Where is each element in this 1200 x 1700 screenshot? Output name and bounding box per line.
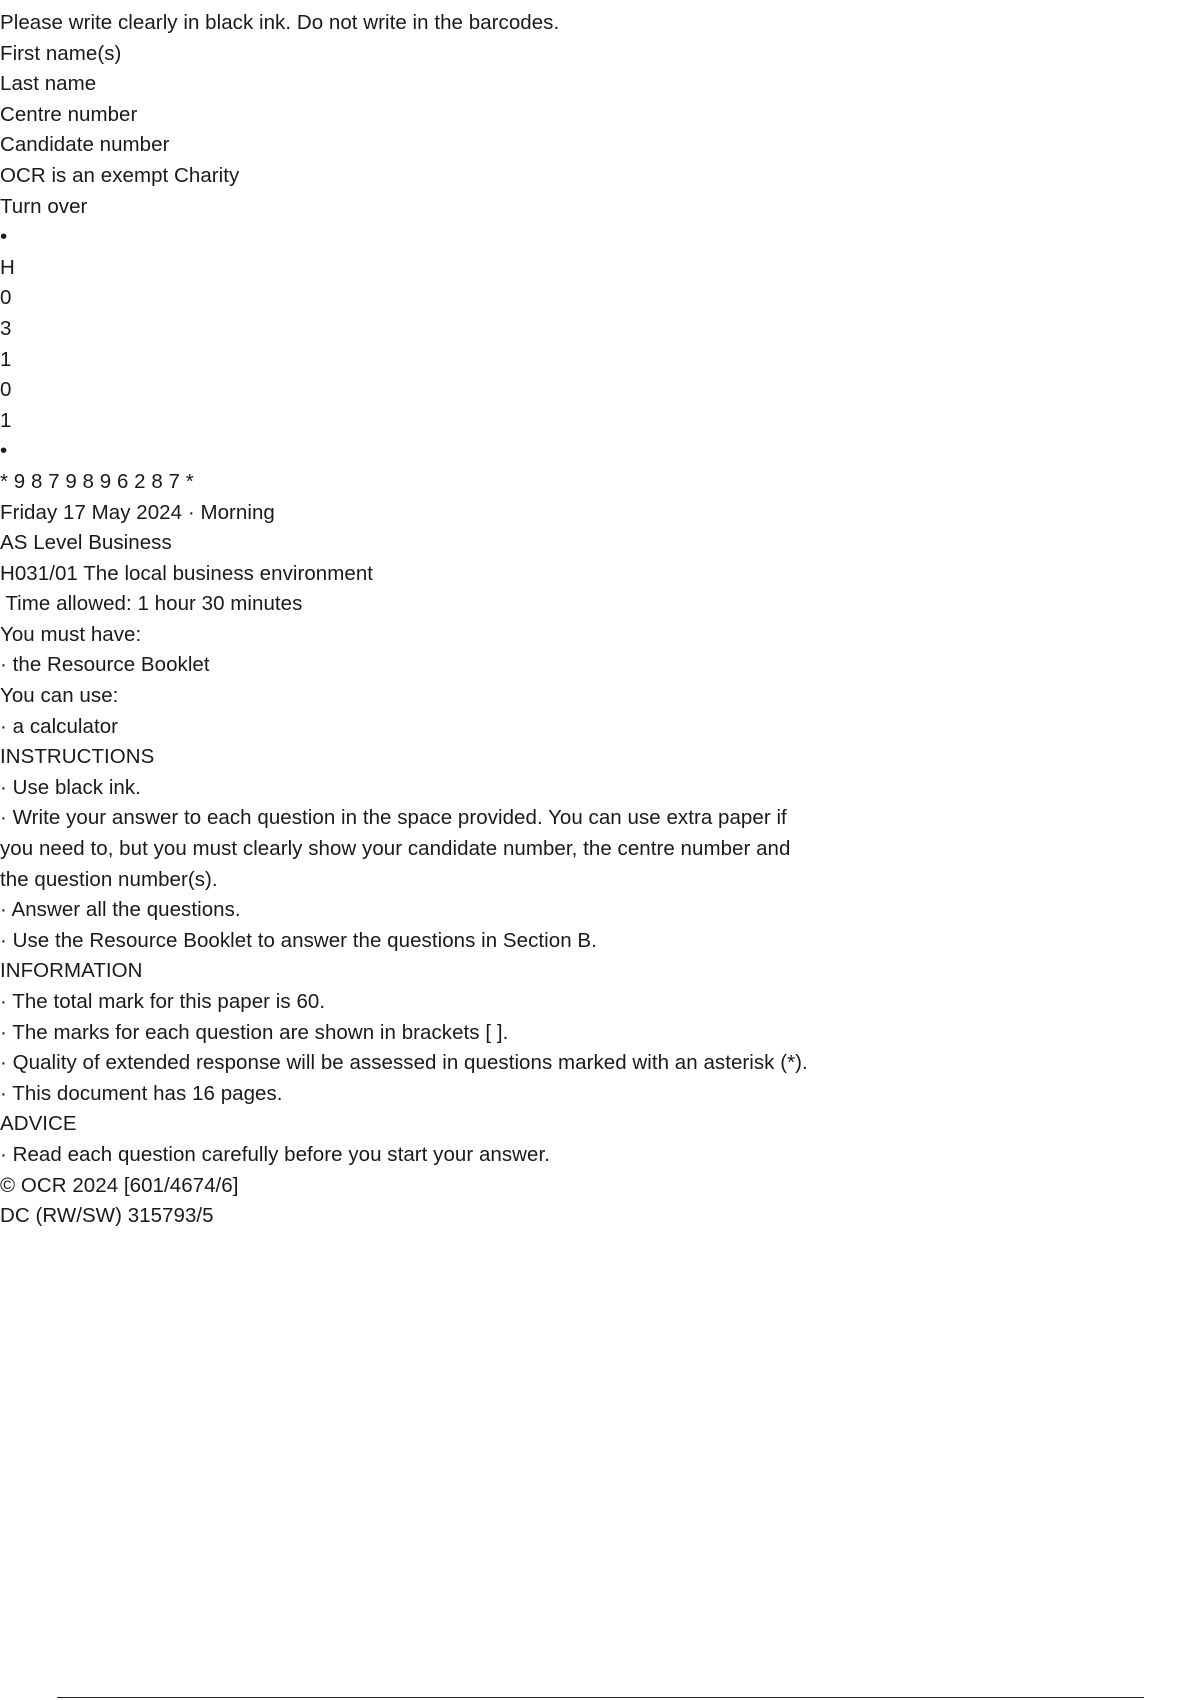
barcode-number: * 9 8 7 9 8 9 6 2 8 7 * <box>0 469 194 493</box>
exam-cover-text <box>0 8 1150 1232</box>
paper-code-char: 3 <box>0 316 12 340</box>
instruction-item: · Use black ink. <box>0 775 141 799</box>
footer-divider <box>57 1697 1144 1698</box>
label-centre-number: Centre number <box>0 102 138 126</box>
paper-code-char: 0 <box>0 378 12 402</box>
can-use-heading: You can use: <box>0 684 119 708</box>
can-use-item: · a calculator <box>0 714 119 738</box>
information-item: · This document has 16 pages. <box>0 1081 283 1105</box>
paper-code-char: 0 <box>0 286 12 310</box>
information-heading: INFORMATION <box>0 959 143 983</box>
information-item: · The marks for each question are shown in brackets [ ]. <box>0 1020 509 1044</box>
label-candidate-number: Candidate number <box>0 133 170 157</box>
instruction-item: · Write your answer to each question in the space provided. You can use extra paper if <box>0 806 787 830</box>
instructions-heading: INSTRUCTIONS <box>0 745 155 769</box>
instruction-item-continued: the question number(s). <box>0 867 218 891</box>
label-last-name: Last name <box>0 72 97 96</box>
barcode-start-marker: • <box>0 225 8 249</box>
advice-heading: ADVICE <box>0 1112 77 1136</box>
paper-title: H031/01 The local business environment <box>0 561 374 585</box>
instruction-item: · Use the Resource Booklet to answer the questions in Section B. <box>0 928 597 952</box>
document-code: DC (RW/SW) 315793/5 <box>0 1204 214 1228</box>
barcode-end-marker: • <box>0 439 8 463</box>
label-first-names: First name(s) <box>0 41 122 65</box>
turn-over-note: Turn over <box>0 194 88 218</box>
copyright-note: © OCR 2024 [601/4674/6] <box>0 1173 239 1197</box>
advice-item: · Read each question carefully before you start your answer. <box>0 1142 550 1166</box>
paper-code-char: 1 <box>0 347 12 371</box>
instruction-item: · Answer all the questions. <box>0 898 241 922</box>
qualification-title: AS Level Business <box>0 531 172 555</box>
exam-date: Friday 17 May 2024 · Morning <box>0 500 275 524</box>
information-item: · The total mark for this paper is 60. <box>0 990 326 1013</box>
time-allowed: Time allowed: 1 hour 30 minutes <box>0 592 303 616</box>
charity-note: OCR is an exempt Charity <box>0 163 240 187</box>
instruction-write-clearly: Please write clearly in black ink. Do not write in the barcodes. <box>0 11 560 34</box>
must-have-item: · the Resource Booklet <box>0 653 210 677</box>
instruction-item-continued: you need to, but you must clearly show your candidate number, the centre number and <box>0 837 791 861</box>
information-item: · Quality of extended response will be assessed in questions marked with an asterisk (*). <box>0 1051 808 1075</box>
paper-code-char: H <box>0 255 15 279</box>
paper-code-char: 1 <box>0 408 12 432</box>
must-have-heading: You must have: <box>0 622 142 646</box>
